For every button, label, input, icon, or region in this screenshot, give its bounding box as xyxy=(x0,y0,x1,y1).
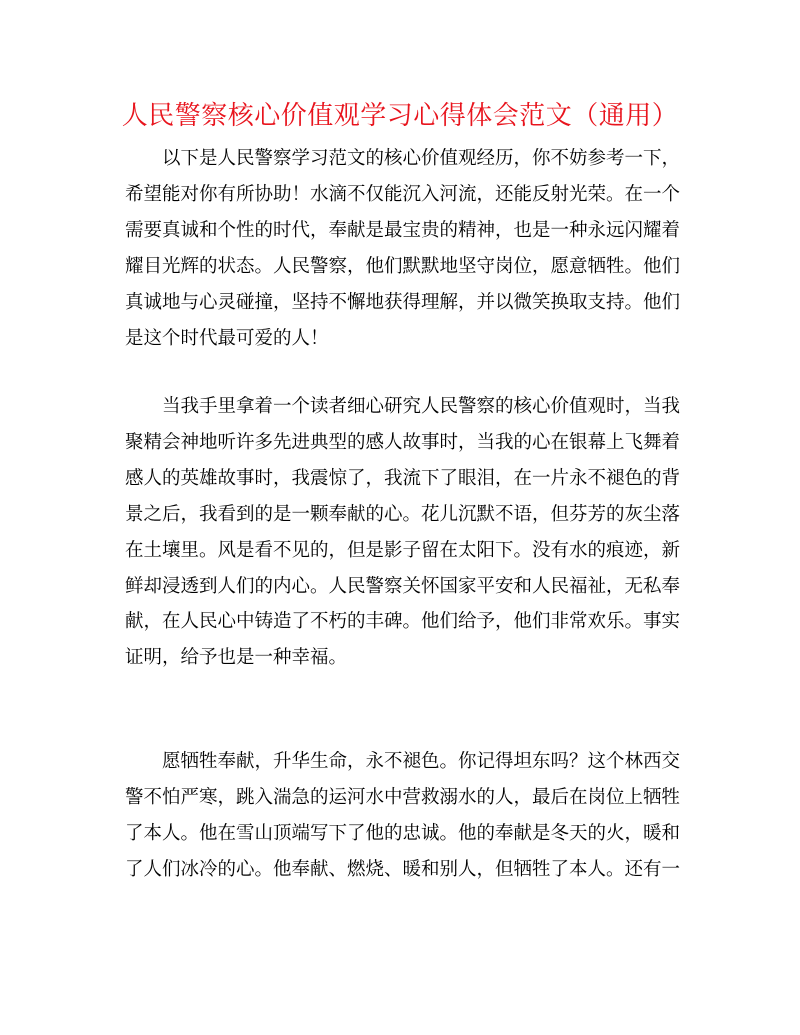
paragraph-3: 愿牺牲奉献，升华生命，永不褪色。你记得坦东吗？这个林西交警不怕严寒，跳入湍急的运河水中营救溺水的人，最后在岗位上牺牲了本人。他在雪山顶端写下了他的忠诚。他的奉献是冬天的火，暖和了人们冰冷的心。他奉献、燃烧、暖和别人，但牺牲了本人。还有一 xyxy=(125,751,681,880)
paragraph-2: 当我手里拿着一个读者细心研究人民警察的核心价值观时，当我聚精会神地听许多先进典型的感人故事时，当我的心在银幕上飞舞着感人的英雄故事时，我震惊了，我流下了眼泪，在一片永不褪色的背景之后，我看到的是一颗奉献的心。花儿沉默不语，但芬芳的灰尘落在土壤里。风是看不见的，但是影子留在太阳下。没有水的痕迹，新鲜却浸透到人们的内心。人民警察关怀国家平安和人民福祉，无私奉献，在人民心中铸造了不朽的丰碑。他们给予，他们非常欢乐。事实证明，给予也是一种幸福。 xyxy=(125,396,681,669)
document-title: 人民警察核心价值观学习心得体会范文（通用） xyxy=(121,101,679,131)
paragraph-1: 以下是人民警察学习范文的核心价值观经历，你不妨参考一下，希望能对你有所协助！水滴不仅能沉入河流，还能反射光荣。在一个需要真诚和个性的时代，奉献是最宝贵的精神，也是一种永远闪耀着耀目光辉的状态。人民警察，他们默默地坚守岗位，愿意牺牲。他们真诚地与心灵碰撞，坚持不懈地获得理解，并以微笑换取支持。他们是这个时代最可爱的人！ xyxy=(125,148,681,349)
